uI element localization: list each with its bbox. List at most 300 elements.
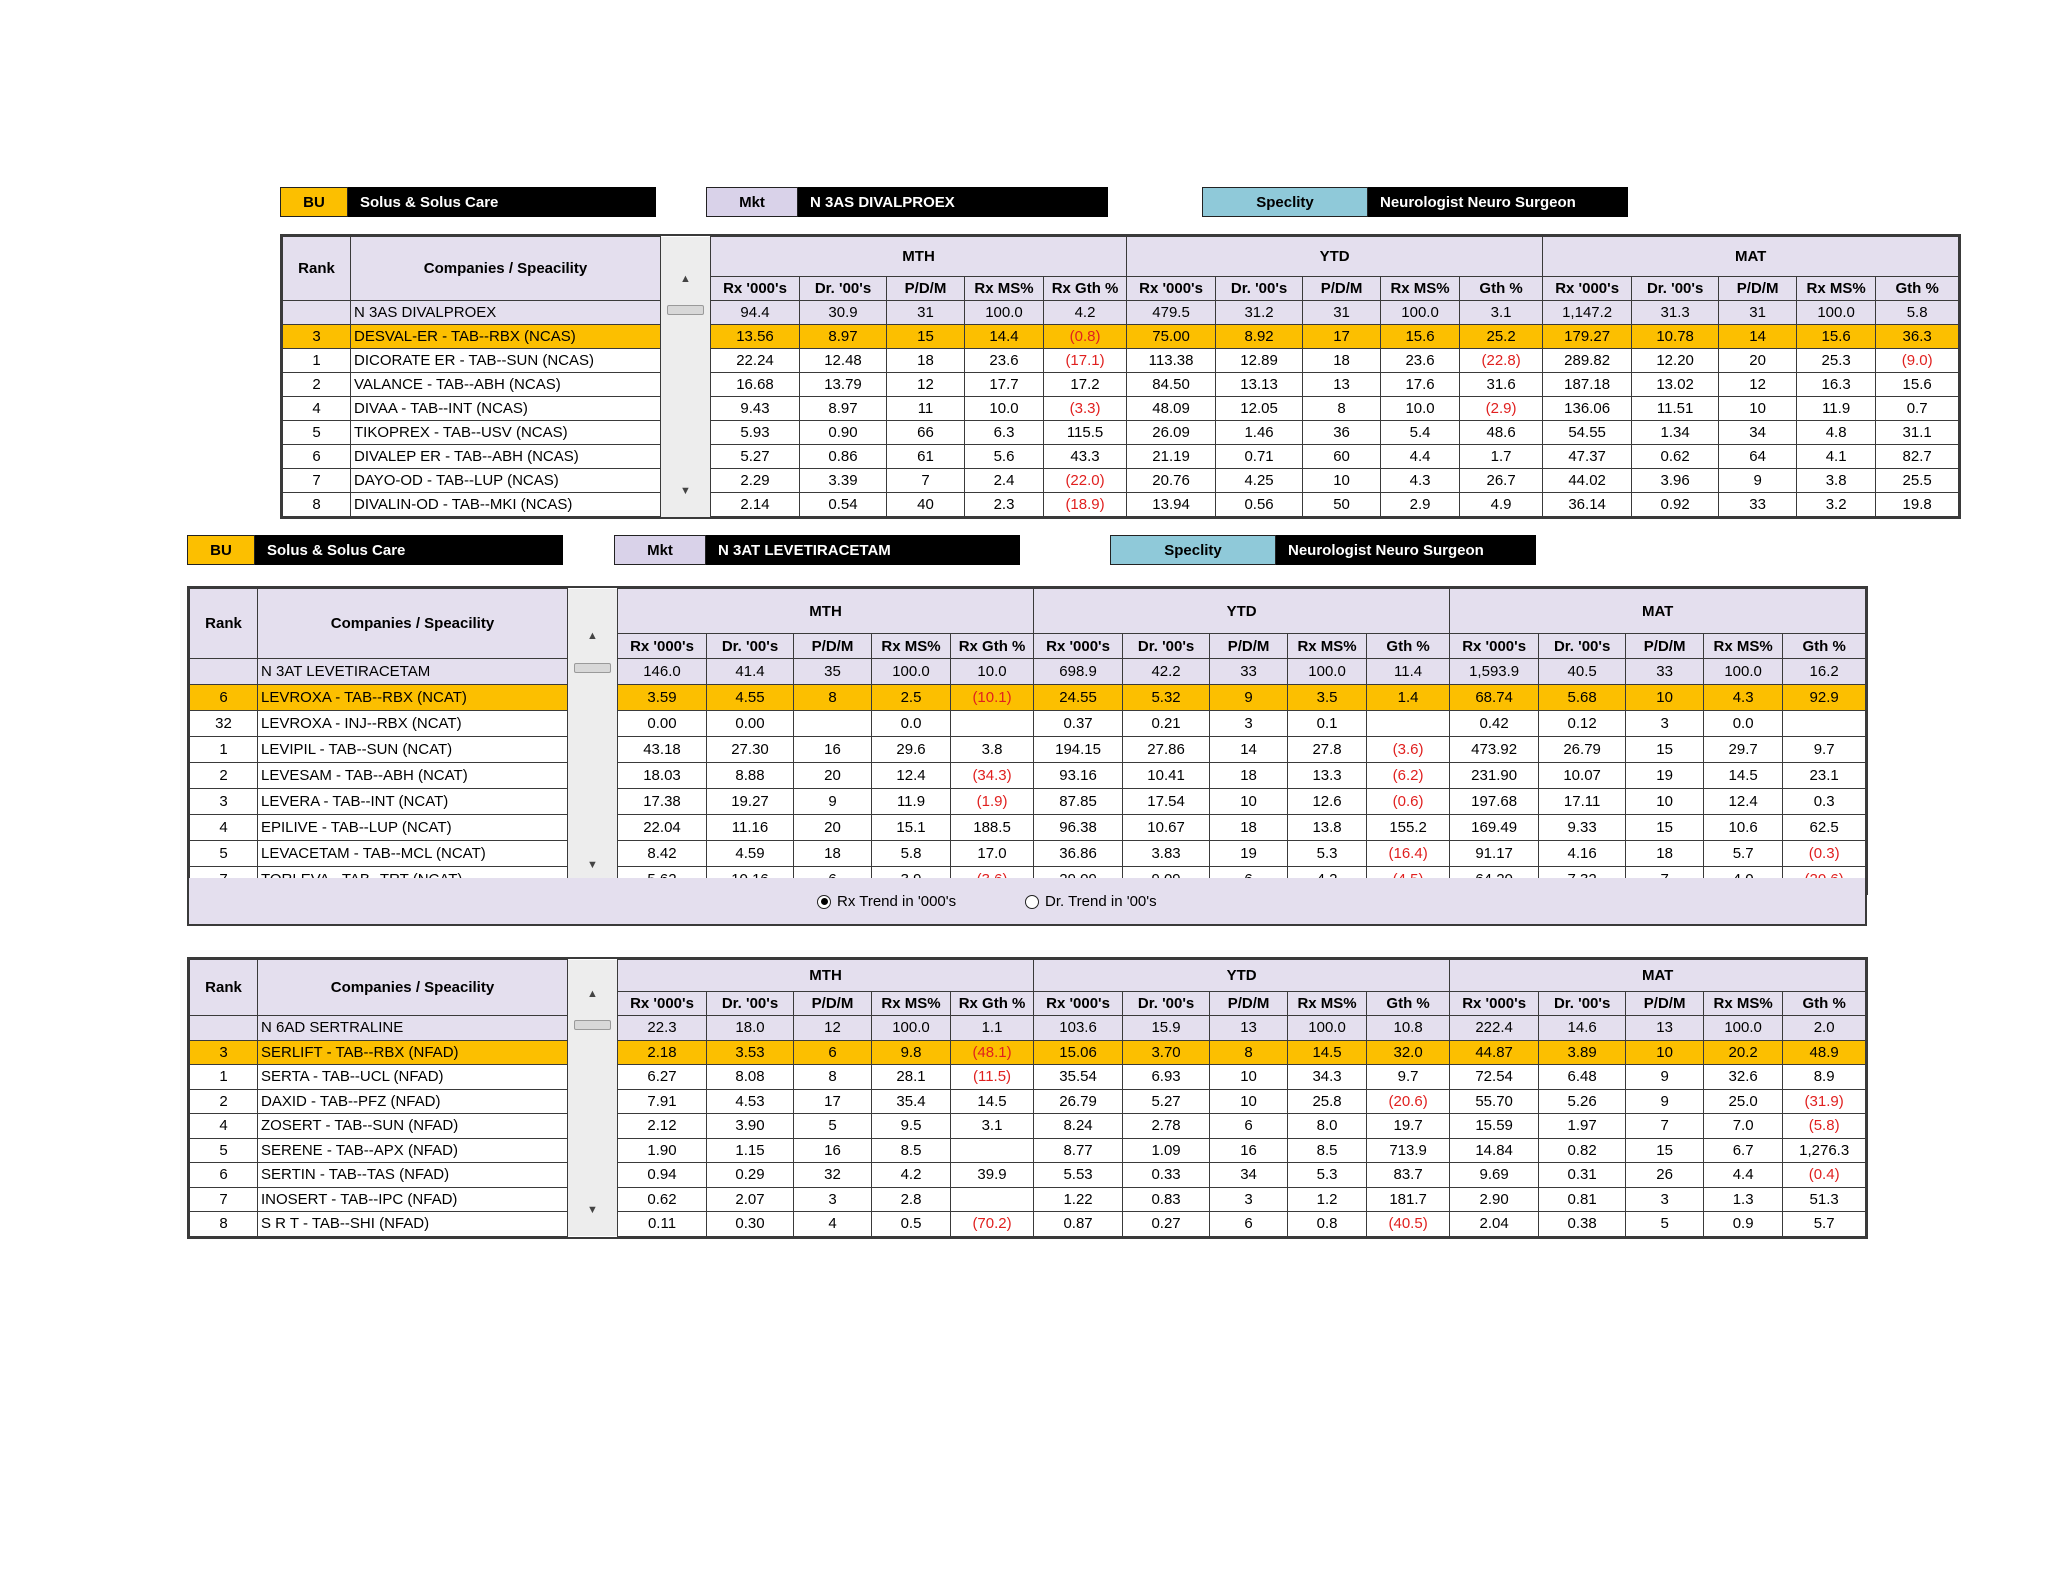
value-cell: 20 bbox=[1719, 349, 1797, 373]
value-cell: 29.6 bbox=[872, 737, 951, 763]
value-cell: 18 bbox=[1626, 841, 1704, 867]
value-cell: 5.7 bbox=[1783, 1212, 1866, 1237]
table-row[interactable] bbox=[190, 841, 1866, 867]
table-row[interactable] bbox=[190, 815, 1866, 841]
value-cell: 13.3 bbox=[1288, 763, 1367, 789]
value-cell: 2.78 bbox=[1123, 1114, 1210, 1139]
value-cell: 169.49 bbox=[1450, 815, 1539, 841]
value-cell: 115.5 bbox=[1044, 421, 1127, 445]
company-name: EPILIVE - TAB--LUP (NCAT) bbox=[258, 815, 568, 841]
value-cell: (16.4) bbox=[1367, 841, 1450, 867]
value-cell: 36.86 bbox=[1034, 841, 1123, 867]
value-cell: 17.7 bbox=[965, 373, 1044, 397]
value-cell: 17.54 bbox=[1123, 789, 1210, 815]
value-cell: 0.0 bbox=[1704, 711, 1783, 737]
value-cell: (6.2) bbox=[1367, 763, 1450, 789]
rx-header: Rx '000's bbox=[1034, 634, 1123, 659]
value-cell: 0.31 bbox=[1539, 1163, 1626, 1188]
mkt-selector-1[interactable] bbox=[706, 187, 1108, 217]
value-cell: 33 bbox=[1719, 493, 1797, 517]
value-cell: (31.9) bbox=[1783, 1089, 1866, 1114]
value-cell: 19.7 bbox=[1367, 1114, 1450, 1139]
rank-cell: 6 bbox=[190, 1163, 258, 1188]
table-row[interactable] bbox=[190, 1040, 1866, 1065]
value-cell: 36 bbox=[1303, 421, 1381, 445]
dr-header: Dr. '00's bbox=[800, 277, 887, 301]
value-cell: 16.3 bbox=[1797, 373, 1876, 397]
value-cell: 103.6 bbox=[1034, 1016, 1123, 1041]
value-cell: 8.24 bbox=[1034, 1114, 1123, 1139]
dr-header: Dr. '00's bbox=[1123, 634, 1210, 659]
value-cell: 1.90 bbox=[618, 1138, 707, 1163]
value-cell: 26.79 bbox=[1034, 1089, 1123, 1114]
value-cell: 18.0 bbox=[707, 1016, 794, 1041]
scroll-thumb[interactable] bbox=[574, 663, 611, 673]
value-cell: 0.37 bbox=[1034, 711, 1123, 737]
company-name: LEVACETAM - TAB--MCL (NCAT) bbox=[258, 841, 568, 867]
scroll-down-icon[interactable]: ▼ bbox=[680, 484, 691, 497]
value-cell: 0.29 bbox=[707, 1163, 794, 1188]
value-cell: 2.14 bbox=[711, 493, 800, 517]
spec-selector-1[interactable] bbox=[1202, 187, 1628, 217]
value-cell: 4.25 bbox=[1216, 469, 1303, 493]
value-cell: 0.82 bbox=[1539, 1138, 1626, 1163]
value-cell: 5 bbox=[1626, 1212, 1704, 1237]
value-cell: 155.2 bbox=[1367, 815, 1450, 841]
vertical-scrollbar[interactable] bbox=[661, 237, 711, 517]
value-cell: 9 bbox=[1719, 469, 1797, 493]
rx-gth-header: Rx Gth % bbox=[1044, 277, 1127, 301]
value-cell: 4.16 bbox=[1539, 841, 1626, 867]
value-cell: 187.18 bbox=[1543, 373, 1632, 397]
scroll-up-icon[interactable]: ▲ bbox=[680, 272, 691, 285]
bu-selector-1[interactable] bbox=[280, 187, 656, 217]
value-cell: 83.7 bbox=[1367, 1163, 1450, 1188]
value-cell: 12 bbox=[887, 373, 965, 397]
value-cell: 12.48 bbox=[800, 349, 887, 373]
mth-header: MTH bbox=[711, 237, 1127, 277]
market-total-row[interactable] bbox=[190, 1016, 1866, 1041]
company-name: INOSERT - TAB--IPC (NFAD) bbox=[258, 1187, 568, 1212]
value-cell: 4.3 bbox=[1381, 469, 1460, 493]
table-2 bbox=[187, 586, 1868, 895]
scroll-down-icon[interactable]: ▼ bbox=[587, 1203, 598, 1216]
value-cell: 10 bbox=[1626, 685, 1704, 711]
bu-selector-2[interactable] bbox=[187, 535, 563, 565]
value-cell: 5.8 bbox=[1876, 301, 1959, 325]
rank-cell: 1 bbox=[190, 737, 258, 763]
value-cell: 62.5 bbox=[1783, 815, 1866, 841]
table-row[interactable] bbox=[283, 445, 1959, 469]
value-cell: 0.62 bbox=[618, 1187, 707, 1212]
rank-header: Rank bbox=[283, 237, 351, 301]
value-cell: 13 bbox=[1303, 373, 1381, 397]
vertical-scrollbar[interactable] bbox=[568, 960, 618, 1237]
ms-header: Rx MS% bbox=[1704, 634, 1783, 659]
bu-value[interactable]: Solus & Solus Care bbox=[348, 187, 656, 217]
dr-header: Dr. '00's bbox=[707, 634, 794, 659]
value-cell: 7.91 bbox=[618, 1089, 707, 1114]
rank-cell: 2 bbox=[283, 373, 351, 397]
value-cell: 3.8 bbox=[1797, 469, 1876, 493]
rx-header: Rx '000's bbox=[1450, 992, 1539, 1016]
rank-cell bbox=[190, 1016, 258, 1041]
value-cell: 10 bbox=[1210, 1089, 1288, 1114]
spec-label: Speclity bbox=[1202, 187, 1368, 217]
value-cell: 92.9 bbox=[1783, 685, 1866, 711]
value-cell: 16 bbox=[1210, 1138, 1288, 1163]
value-cell: 2.18 bbox=[618, 1040, 707, 1065]
company-name: N 3AT LEVETIRACETAM bbox=[258, 659, 568, 685]
ytd-header: YTD bbox=[1034, 589, 1450, 634]
value-cell: 31 bbox=[887, 301, 965, 325]
company-name: N 6AD SERTRALINE bbox=[258, 1016, 568, 1041]
value-cell: 11.4 bbox=[1367, 659, 1450, 685]
value-cell: 34.3 bbox=[1288, 1065, 1367, 1090]
value-cell: 100.0 bbox=[1381, 301, 1460, 325]
value-cell: 15 bbox=[887, 325, 965, 349]
value-cell: 3.90 bbox=[707, 1114, 794, 1139]
table-row[interactable] bbox=[190, 1065, 1866, 1090]
value-cell: 9.7 bbox=[1783, 737, 1866, 763]
value-cell: 4.2 bbox=[872, 1163, 951, 1188]
value-cell: 179.27 bbox=[1543, 325, 1632, 349]
value-cell: 50 bbox=[1303, 493, 1381, 517]
radio-dr-label: Dr. Trend in '00's bbox=[1045, 893, 1157, 910]
value-cell: 5.27 bbox=[711, 445, 800, 469]
value-cell: 4.53 bbox=[707, 1089, 794, 1114]
rx-header: Rx '000's bbox=[711, 277, 800, 301]
value-cell: 17.2 bbox=[1044, 373, 1127, 397]
value-cell: 6.3 bbox=[965, 421, 1044, 445]
value-cell: 34 bbox=[1719, 421, 1797, 445]
bu-label: BU bbox=[187, 535, 255, 565]
value-cell: 15 bbox=[1626, 1138, 1704, 1163]
value-cell: 0.90 bbox=[800, 421, 887, 445]
value-cell: 5.68 bbox=[1539, 685, 1626, 711]
value-cell bbox=[794, 711, 872, 737]
value-cell: 5.53 bbox=[1034, 1163, 1123, 1188]
companies-header: Companies / Speacility bbox=[258, 589, 568, 659]
value-cell: 0.0 bbox=[872, 711, 951, 737]
rx-header: Rx '000's bbox=[618, 992, 707, 1016]
scroll-thumb[interactable] bbox=[574, 1020, 611, 1030]
pdm-header: P/D/M bbox=[794, 992, 872, 1016]
value-cell: 12.89 bbox=[1216, 349, 1303, 373]
value-cell: (9.0) bbox=[1876, 349, 1959, 373]
value-cell: 4.4 bbox=[1704, 1163, 1783, 1188]
rank-header: Rank bbox=[190, 960, 258, 1016]
gth-header: Gth % bbox=[1460, 277, 1543, 301]
radio-rx-label: Rx Trend in '000's bbox=[837, 893, 957, 910]
value-cell: 14.5 bbox=[1288, 1040, 1367, 1065]
value-cell: (0.8) bbox=[1044, 325, 1127, 349]
value-cell: 18 bbox=[1303, 349, 1381, 373]
market-total-row[interactable] bbox=[190, 659, 1866, 685]
table-1 bbox=[280, 234, 1961, 519]
pdm-header: P/D/M bbox=[1210, 634, 1288, 659]
spec-selector-2[interactable] bbox=[1110, 535, 1536, 565]
value-cell: 6.93 bbox=[1123, 1065, 1210, 1090]
value-cell: 0.86 bbox=[800, 445, 887, 469]
value-cell: 20.2 bbox=[1704, 1040, 1783, 1065]
value-cell: 13 bbox=[1626, 1016, 1704, 1041]
value-cell: 3 bbox=[1626, 711, 1704, 737]
value-cell: 7 bbox=[887, 469, 965, 493]
table-row[interactable] bbox=[283, 325, 1959, 349]
value-cell: (0.6) bbox=[1367, 789, 1450, 815]
value-cell: 41.4 bbox=[707, 659, 794, 685]
value-cell: 3 bbox=[1210, 1187, 1288, 1212]
value-cell: 4.1 bbox=[1797, 445, 1876, 469]
value-cell: 47.37 bbox=[1543, 445, 1632, 469]
table-row[interactable] bbox=[190, 1138, 1866, 1163]
rank-cell: 6 bbox=[190, 685, 258, 711]
value-cell: 22.3 bbox=[618, 1016, 707, 1041]
value-cell: 12.20 bbox=[1632, 349, 1719, 373]
value-cell: 100.0 bbox=[1288, 659, 1367, 685]
value-cell: 18 bbox=[1210, 763, 1288, 789]
value-cell: 16 bbox=[794, 737, 872, 763]
value-cell: 17 bbox=[1303, 325, 1381, 349]
company-name: LEVROXA - INJ--RBX (NCAT) bbox=[258, 711, 568, 737]
value-cell: 6 bbox=[794, 1040, 872, 1065]
value-cell: 19.8 bbox=[1876, 493, 1959, 517]
dr-header: Dr. '00's bbox=[1632, 277, 1719, 301]
ms-header: Rx MS% bbox=[1704, 992, 1783, 1016]
value-cell: 0.5 bbox=[872, 1212, 951, 1237]
value-cell: 43.18 bbox=[618, 737, 707, 763]
ms-header: Rx MS% bbox=[872, 992, 951, 1016]
table-row[interactable] bbox=[190, 1089, 1866, 1114]
value-cell: 28.1 bbox=[872, 1065, 951, 1090]
spec-value[interactable]: Neurologist Neuro Surgeon bbox=[1368, 187, 1628, 217]
table-row[interactable] bbox=[190, 1212, 1866, 1237]
table-row[interactable] bbox=[190, 1114, 1866, 1139]
value-cell: 33 bbox=[1210, 659, 1288, 685]
mat-header: MAT bbox=[1450, 960, 1866, 992]
value-cell: 13.79 bbox=[800, 373, 887, 397]
value-cell: 33 bbox=[1626, 659, 1704, 685]
scroll-thumb[interactable] bbox=[667, 305, 704, 315]
value-cell: 4.59 bbox=[707, 841, 794, 867]
value-cell: 0.21 bbox=[1123, 711, 1210, 737]
table-row[interactable] bbox=[283, 421, 1959, 445]
value-cell: 27.8 bbox=[1288, 737, 1367, 763]
value-cell: 5 bbox=[794, 1114, 872, 1139]
rank-cell: 4 bbox=[190, 1114, 258, 1139]
value-cell: 14 bbox=[1210, 737, 1288, 763]
value-cell: 146.0 bbox=[618, 659, 707, 685]
value-cell: 10.0 bbox=[951, 659, 1034, 685]
value-cell: 48.9 bbox=[1783, 1040, 1866, 1065]
value-cell: 16.68 bbox=[711, 373, 800, 397]
table-row[interactable] bbox=[190, 711, 1866, 737]
value-cell: 54.55 bbox=[1543, 421, 1632, 445]
value-cell: 14 bbox=[1719, 325, 1797, 349]
value-cell: 20 bbox=[794, 763, 872, 789]
value-cell: 5.27 bbox=[1123, 1089, 1210, 1114]
value-cell: 16 bbox=[794, 1138, 872, 1163]
value-cell: 4.4 bbox=[1381, 445, 1460, 469]
value-cell: 17.6 bbox=[1381, 373, 1460, 397]
value-cell: 19.27 bbox=[707, 789, 794, 815]
vertical-scrollbar[interactable] bbox=[568, 589, 618, 893]
radio-rx-trend[interactable] bbox=[817, 893, 956, 910]
bu-value[interactable]: Solus & Solus Care bbox=[255, 535, 563, 565]
value-cell: 25.2 bbox=[1460, 325, 1543, 349]
rank-cell: 4 bbox=[283, 397, 351, 421]
rank-cell: 6 bbox=[283, 445, 351, 469]
table-row[interactable] bbox=[283, 397, 1959, 421]
value-cell: 100.0 bbox=[872, 659, 951, 685]
pdm-header: P/D/M bbox=[794, 634, 872, 659]
table-row[interactable] bbox=[283, 373, 1959, 397]
gth-header: Gth % bbox=[1367, 992, 1450, 1016]
radio-unselected-icon bbox=[1025, 895, 1039, 909]
value-cell: 75.00 bbox=[1127, 325, 1216, 349]
table-row[interactable] bbox=[283, 493, 1959, 517]
value-cell: 12.6 bbox=[1288, 789, 1367, 815]
mth-header: MTH bbox=[618, 589, 1034, 634]
rank-cell: 3 bbox=[283, 325, 351, 349]
value-cell: 479.5 bbox=[1127, 301, 1216, 325]
value-cell: (17.1) bbox=[1044, 349, 1127, 373]
scroll-up-icon[interactable]: ▲ bbox=[587, 629, 598, 642]
value-cell: 2.12 bbox=[618, 1114, 707, 1139]
value-cell: 8 bbox=[794, 1065, 872, 1090]
value-cell: 12 bbox=[1719, 373, 1797, 397]
value-cell: 136.06 bbox=[1543, 397, 1632, 421]
value-cell: 9.33 bbox=[1539, 815, 1626, 841]
company-name: SERENE - TAB--APX (NFAD) bbox=[258, 1138, 568, 1163]
value-cell bbox=[951, 711, 1034, 737]
value-cell: 60 bbox=[1303, 445, 1381, 469]
table-row[interactable] bbox=[283, 349, 1959, 373]
table-row[interactable] bbox=[190, 789, 1866, 815]
value-cell: 18 bbox=[794, 841, 872, 867]
ranking-table bbox=[282, 236, 1959, 517]
spec-value[interactable]: Neurologist Neuro Surgeon bbox=[1276, 535, 1536, 565]
value-cell: 16.2 bbox=[1783, 659, 1866, 685]
rx-gth-header: Rx Gth % bbox=[951, 634, 1034, 659]
value-cell: 14.5 bbox=[1704, 763, 1783, 789]
mat-header: MAT bbox=[1543, 237, 1959, 277]
value-cell: 13.02 bbox=[1632, 373, 1719, 397]
mkt-value[interactable]: N 3AT LEVETIRACETAM bbox=[706, 535, 1020, 565]
value-cell: 3.8 bbox=[951, 737, 1034, 763]
value-cell: 0.1 bbox=[1288, 711, 1367, 737]
value-cell: 17 bbox=[794, 1089, 872, 1114]
rank-cell bbox=[190, 659, 258, 685]
value-cell: (22.8) bbox=[1460, 349, 1543, 373]
value-cell: 197.68 bbox=[1450, 789, 1539, 815]
value-cell: 0.71 bbox=[1216, 445, 1303, 469]
company-name: DIVALIN-OD - TAB--MKI (NCAS) bbox=[351, 493, 661, 517]
value-cell: 29.7 bbox=[1704, 737, 1783, 763]
value-cell: 17.38 bbox=[618, 789, 707, 815]
market-total-row[interactable] bbox=[283, 301, 1959, 325]
value-cell: (11.5) bbox=[951, 1065, 1034, 1090]
value-cell: 8.88 bbox=[707, 763, 794, 789]
company-name: DIVAA - TAB--INT (NCAS) bbox=[351, 397, 661, 421]
value-cell: 113.38 bbox=[1127, 349, 1216, 373]
value-cell: 35.4 bbox=[872, 1089, 951, 1114]
pdm-header: P/D/M bbox=[1626, 634, 1704, 659]
value-cell: 26 bbox=[1626, 1163, 1704, 1188]
value-cell: 9.8 bbox=[872, 1040, 951, 1065]
value-cell: 10 bbox=[1210, 789, 1288, 815]
rank-cell: 7 bbox=[283, 469, 351, 493]
mkt-selector-2[interactable] bbox=[614, 535, 1020, 565]
value-cell bbox=[951, 1187, 1034, 1212]
table-row[interactable] bbox=[190, 1163, 1866, 1188]
value-cell: 17.0 bbox=[951, 841, 1034, 867]
value-cell: 8.5 bbox=[872, 1138, 951, 1163]
table-row[interactable] bbox=[190, 685, 1866, 711]
value-cell: 4.3 bbox=[1704, 685, 1783, 711]
radio-dr-trend[interactable] bbox=[1025, 893, 1157, 910]
value-cell: 10 bbox=[1626, 789, 1704, 815]
value-cell: (40.5) bbox=[1367, 1212, 1450, 1237]
value-cell: 23.6 bbox=[965, 349, 1044, 373]
company-name: DIVALEP ER - TAB--ABH (NCAS) bbox=[351, 445, 661, 469]
value-cell: 5.6 bbox=[965, 445, 1044, 469]
value-cell: 82.7 bbox=[1876, 445, 1959, 469]
pdm-header: P/D/M bbox=[1303, 277, 1381, 301]
value-cell: 0.94 bbox=[618, 1163, 707, 1188]
dr-header: Dr. '00's bbox=[1539, 634, 1626, 659]
rank-cell: 32 bbox=[190, 711, 258, 737]
table-row[interactable] bbox=[190, 763, 1866, 789]
value-cell: 10 bbox=[1303, 469, 1381, 493]
value-cell: 8.08 bbox=[707, 1065, 794, 1090]
value-cell: 13.56 bbox=[711, 325, 800, 349]
value-cell: (18.9) bbox=[1044, 493, 1127, 517]
value-cell: 20.76 bbox=[1127, 469, 1216, 493]
value-cell: 91.17 bbox=[1450, 841, 1539, 867]
value-cell: 10.67 bbox=[1123, 815, 1210, 841]
value-cell: 32.0 bbox=[1367, 1040, 1450, 1065]
value-cell: 43.3 bbox=[1044, 445, 1127, 469]
value-cell: 11.9 bbox=[872, 789, 951, 815]
gth-header: Gth % bbox=[1876, 277, 1959, 301]
value-cell: 25.8 bbox=[1288, 1089, 1367, 1114]
value-cell: 8 bbox=[794, 685, 872, 711]
ms-header: Rx MS% bbox=[1288, 992, 1367, 1016]
value-cell: 42.2 bbox=[1123, 659, 1210, 685]
value-cell: (48.1) bbox=[951, 1040, 1034, 1065]
company-name: DAXID - TAB--PFZ (NFAD) bbox=[258, 1089, 568, 1114]
value-cell: 3.1 bbox=[951, 1114, 1034, 1139]
company-name: SERTIN - TAB--TAS (NFAD) bbox=[258, 1163, 568, 1188]
value-cell: 2.3 bbox=[965, 493, 1044, 517]
scroll-up-icon[interactable]: ▲ bbox=[587, 987, 598, 1000]
mkt-value[interactable]: N 3AS DIVALPROEX bbox=[798, 187, 1108, 217]
rank-cell: 5 bbox=[190, 1138, 258, 1163]
value-cell: 17.11 bbox=[1539, 789, 1626, 815]
value-cell: 8 bbox=[1210, 1040, 1288, 1065]
table-row[interactable] bbox=[283, 469, 1959, 493]
value-cell: 21.19 bbox=[1127, 445, 1216, 469]
table-row[interactable] bbox=[190, 737, 1866, 763]
value-cell: 27.30 bbox=[707, 737, 794, 763]
value-cell: 40.5 bbox=[1539, 659, 1626, 685]
scroll-down-icon[interactable]: ▼ bbox=[587, 858, 598, 871]
value-cell: 5.3 bbox=[1288, 841, 1367, 867]
table-row[interactable] bbox=[190, 1187, 1866, 1212]
value-cell: 26.7 bbox=[1460, 469, 1543, 493]
